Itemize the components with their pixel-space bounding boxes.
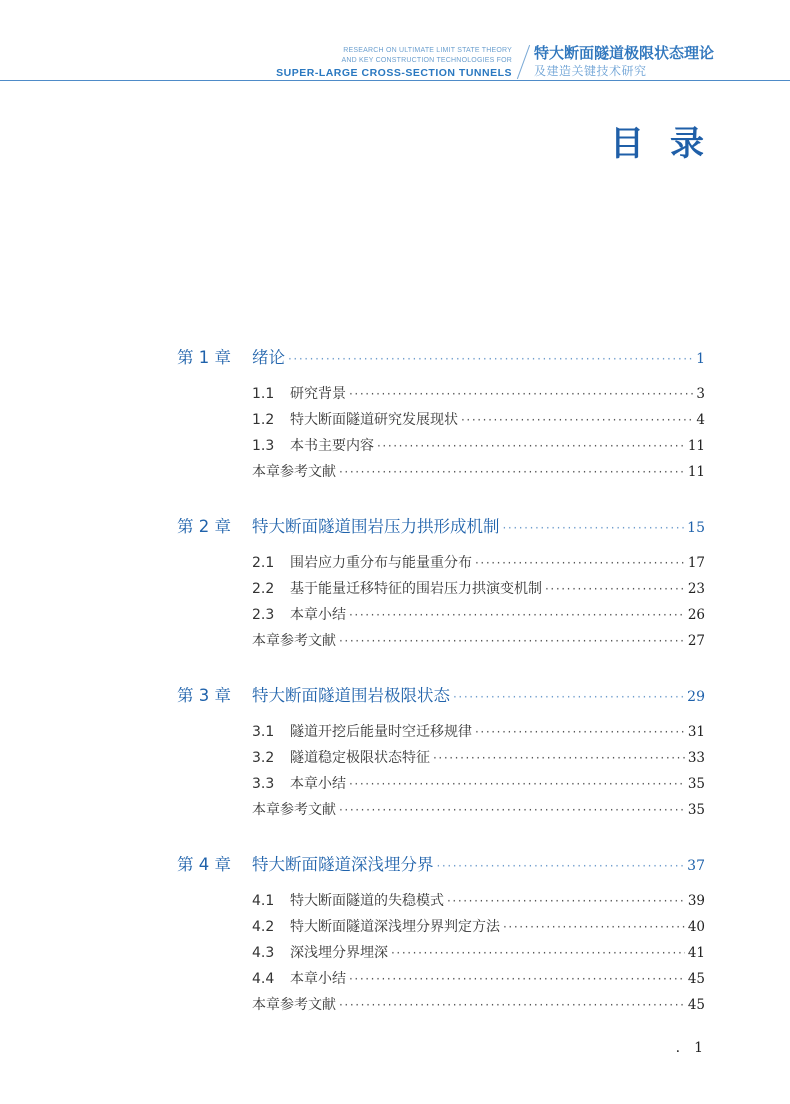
references-page-number: 11 [687, 464, 705, 480]
dot-leader [545, 582, 685, 596]
toc-section-entry[interactable] [177, 747, 705, 773]
chapter-number: 第 1 章 [177, 348, 231, 367]
section-title: 隧道开挖后能量时空迁移规律 [290, 724, 472, 740]
chapter-page-number: 29 [687, 689, 705, 705]
chapter-gap [177, 656, 705, 682]
header-rule [0, 80, 790, 81]
chapter-gap [177, 825, 705, 851]
dot-leader [339, 465, 685, 479]
dot-leader [288, 352, 693, 366]
references-page-number: 45 [687, 997, 705, 1013]
toc-section-entry[interactable] [177, 409, 705, 435]
section-title: 本章小结 [290, 607, 346, 623]
section-number: 2.3 [252, 607, 275, 623]
toc-section-entry[interactable] [177, 890, 705, 916]
header-en-line-1: RESEARCH ON ULTIMATE LIMIT STATE THEORY [343, 47, 512, 54]
section-number: 3.1 [252, 724, 275, 740]
section-page-number: 40 [687, 919, 705, 935]
section-number: 3.3 [252, 776, 275, 792]
dot-leader [437, 859, 685, 873]
dot-leader [339, 998, 685, 1012]
references-title: 本章参考文献 [252, 997, 336, 1013]
toc-section-entry[interactable] [177, 383, 705, 409]
toc-section-entry[interactable] [177, 578, 705, 604]
references-title: 本章参考文献 [252, 464, 336, 480]
chapter-number: 第 2 章 [177, 517, 231, 536]
section-page-number: 4 [696, 412, 705, 428]
section-title: 特大断面隧道的失稳模式 [290, 893, 444, 909]
toc-section-entry[interactable] [177, 552, 705, 578]
chapter-page-number: 1 [696, 351, 705, 367]
header-en-line-2: AND KEY CONSTRUCTION TECHNOLOGIES FOR [341, 57, 512, 64]
chapter-title: 特大断面隧道围岩压力拱形成机制 [252, 517, 500, 536]
chapter-number: 第 3 章 [177, 686, 231, 705]
section-title: 本书主要内容 [290, 438, 374, 454]
dot-leader [339, 634, 685, 648]
dot-leader [349, 608, 685, 622]
section-page-number: 45 [687, 971, 705, 987]
chapter-page-number: 15 [687, 520, 705, 536]
section-page-number: 31 [687, 724, 705, 740]
toc-chapter-entry[interactable] [177, 513, 705, 544]
chapter-sections-gap [177, 882, 705, 890]
section-number: 4.3 [252, 945, 275, 961]
toc-section-entry[interactable] [177, 773, 705, 799]
toc-section-entry[interactable] [177, 721, 705, 747]
section-page-number: 23 [687, 581, 705, 597]
chapter-title: 特大断面隧道围岩极限状态 [252, 686, 450, 705]
toc-chapter-entry[interactable] [177, 682, 705, 713]
toc-section-entry[interactable] [177, 916, 705, 942]
section-number: 4.1 [252, 893, 275, 909]
section-title: 隧道稳定极限状态特征 [290, 750, 430, 766]
page-footer [676, 1040, 703, 1056]
section-title: 特大断面隧道研究发展现状 [290, 412, 458, 428]
section-number: 4.4 [252, 971, 275, 987]
section-number: 1.3 [252, 438, 275, 454]
dot-leader [475, 556, 685, 570]
references-page-number: 27 [687, 633, 705, 649]
footer-mark: . [675, 1040, 681, 1056]
dot-leader [475, 725, 685, 739]
toc-section-entry[interactable] [177, 435, 705, 461]
header-english-title [276, 46, 512, 80]
section-title: 深浅埋分界埋深 [290, 945, 388, 961]
toc-section-entry[interactable] [177, 942, 705, 968]
header-en-line-3: SUPER-LARGE CROSS-SECTION TUNNELS [276, 67, 512, 79]
section-number: 4.2 [252, 919, 275, 935]
toc-references-entry[interactable] [177, 994, 705, 1020]
dot-leader [391, 946, 685, 960]
toc-references-entry[interactable] [177, 630, 705, 656]
dot-leader [447, 894, 685, 908]
toc-chapter-entry[interactable] [177, 851, 705, 882]
dot-leader [349, 387, 693, 401]
dot-leader [349, 972, 685, 986]
section-title: 本章小结 [290, 971, 346, 987]
chapter-gap [177, 487, 705, 513]
chapter-sections-gap [177, 544, 705, 552]
section-number: 1.1 [252, 386, 275, 402]
header-divider-slash [517, 45, 530, 79]
header-cn-line-2: 及建造关键技术研究 [534, 64, 647, 78]
dot-leader [503, 521, 685, 535]
chapter-page-number: 37 [687, 858, 705, 874]
section-page-number: 33 [687, 750, 705, 766]
toc-section-entry[interactable] [177, 968, 705, 994]
dot-leader [461, 413, 693, 427]
section-page-number: 3 [696, 386, 705, 402]
toc-chapter-entry[interactable] [177, 344, 705, 375]
toc-references-entry[interactable] [177, 799, 705, 825]
section-title: 围岩应力重分布与能量重分布 [290, 555, 472, 571]
section-page-number: 26 [687, 607, 705, 623]
chapter-sections-gap [177, 713, 705, 721]
dot-leader [503, 920, 685, 934]
dot-leader [433, 751, 685, 765]
header-cn-line-1: 特大断面隧道极限状态理论 [534, 44, 715, 62]
dot-leader [377, 439, 685, 453]
toc-section-entry[interactable] [177, 604, 705, 630]
header-chinese-title [534, 44, 714, 79]
section-page-number: 41 [687, 945, 705, 961]
chapter-title: 绪论 [252, 348, 285, 367]
chapter-title: 特大断面隧道深浅埋分界 [252, 855, 434, 874]
dot-leader [453, 690, 684, 704]
references-title: 本章参考文献 [252, 633, 336, 649]
section-page-number: 17 [687, 555, 705, 571]
section-page-number: 35 [687, 776, 705, 792]
section-title: 本章小结 [290, 776, 346, 792]
section-title: 基于能量迁移特征的围岩压力拱演变机制 [290, 581, 542, 597]
section-page-number: 11 [687, 438, 705, 454]
chapter-number: 第 4 章 [177, 855, 231, 874]
table-of-contents [177, 344, 705, 1020]
toc-references-entry[interactable] [177, 461, 705, 487]
section-number: 2.2 [252, 581, 275, 597]
section-number: 3.2 [252, 750, 275, 766]
page-title: 目录 [610, 124, 730, 164]
references-page-number: 35 [687, 802, 705, 818]
section-page-number: 39 [687, 893, 705, 909]
section-number: 1.2 [252, 412, 275, 428]
dot-leader [339, 803, 685, 817]
section-title: 研究背景 [290, 386, 346, 402]
page-number: 1 [694, 1040, 703, 1056]
section-number: 2.1 [252, 555, 275, 571]
section-title: 特大断面隧道深浅埋分界判定方法 [290, 919, 500, 935]
chapter-sections-gap [177, 375, 705, 383]
references-title: 本章参考文献 [252, 802, 336, 818]
dot-leader [349, 777, 685, 791]
